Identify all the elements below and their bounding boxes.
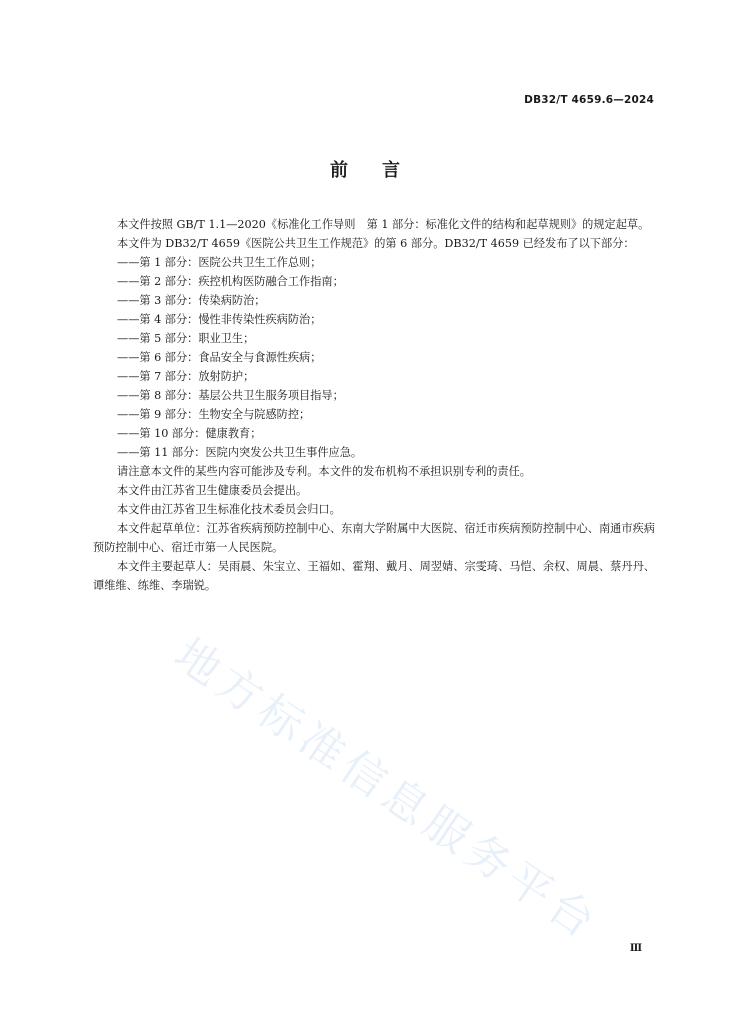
list-item: ——第 1 部分：医院公共卫生工作总则； — [117, 256, 322, 269]
standard-code: DB32/T 4659.6—2024 — [524, 94, 654, 106]
paragraph-series-intro: 本文件为 DB32/T 4659《医院公共卫生工作规范》的第 6 部分。DB32/T 4659 已经发布了以下部分： — [117, 237, 635, 250]
paragraph-centralizing-unit: 本文件由江苏省卫生标准化技术委员会归口。 — [117, 503, 341, 516]
list-item: ——第 10 部分：健康教育； — [117, 427, 262, 440]
page-number: Ⅲ — [629, 943, 642, 954]
list-item: ——第 9 部分：生物安全与院感防控； — [117, 408, 311, 421]
paragraph-proposer: 本文件由江苏省卫生健康委员会提出。 — [117, 484, 308, 497]
list-item: ——第 2 部分：疾控机构医防融合工作指南； — [117, 275, 344, 288]
paragraph-drafters: 本文件主要起草人：吴雨晨、朱宝立、王福如、霍翔、戴月、周翌婧、宗雯琦、马恺、余权、周晨、蔡丹丹、谭维维、练维、李瑞锐。 — [93, 560, 655, 592]
list-item: ——第 11 部分：医院内突发公共卫生事件应急。 — [117, 446, 363, 459]
list-item: ——第 6 部分：食品安全与食源性疾病； — [117, 351, 322, 364]
list-item: ——第 3 部分：传染病防治； — [117, 294, 266, 307]
page-title: 前言 — [330, 160, 434, 181]
paragraph-drafting-units: 本文件起草单位：江苏省疾病预防控制中心、东南大学附属中大医院、宿迁市疾病预防控制中心、南通市疾病预防控制中心、宿迁市第一人民医院。 — [93, 522, 655, 554]
watermark: 地方标准信息服务平台 — [165, 629, 609, 951]
list-item: ——第 8 部分：基层公共卫生服务项目指导； — [117, 389, 344, 402]
list-item: ——第 7 部分：放射防护； — [117, 370, 255, 383]
document-body — [93, 215, 655, 595]
list-item: ——第 5 部分：职业卫生； — [117, 332, 255, 345]
list-item: ——第 4 部分：慢性非传染性疾病防治； — [117, 313, 322, 326]
parts-list — [93, 253, 655, 462]
paragraph-drafting-basis: 本文件按照 GB/T 1.1—2020《标准化工作导则 第 1 部分：标准化文件的结构和起草规则》的规定起草。 — [117, 218, 650, 231]
paragraph-patent-notice: 请注意本文件的某些内容可能涉及专利。本文件的发布机构不承担识别专利的责任。 — [117, 465, 531, 478]
